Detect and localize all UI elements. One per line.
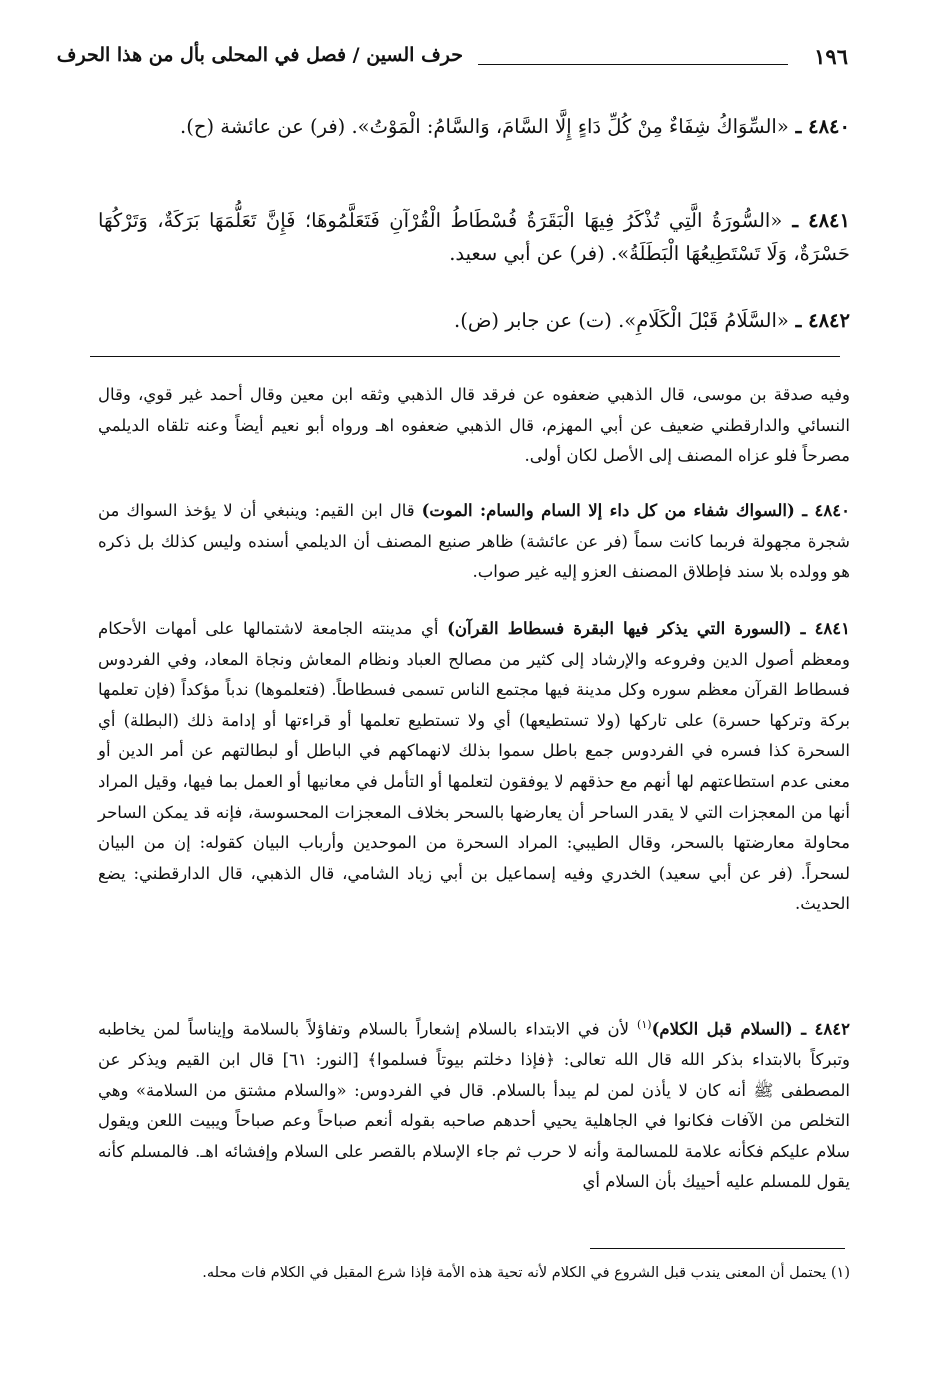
hadith-number: ٤٨٤١	[808, 209, 850, 232]
commentary-4840: ٤٨٤٠ ـ (السواك شفاء من كل داء إلا السام والسام: الموت) قال ابن القيم: وينبغي أن لا يؤخذ السواك من شجرة مجهولة فربما كانت سماً (فر عن عائشة) ظاهر صنيع المصنف أن الديلمي أسنده وليس كذلك بل ذكره هو وولده بلا سند فإطلاق المصنف العزو إليه غير صواب.	[98, 501, 850, 582]
commentary-4842: ٤٨٤٢ ـ (السلام قبل الكلام)$^{(١)}$ لأن في الابتداء بالسلام إشعاراً بالسلام وتفاؤلاً بالسلامة وإيناساً لمن يخاطبه وتبركاً بالابتداء بذكر الله قال الله تعالى: ﴿فإذا دخلتم بيوتاً فسلموا﴾ [النور: ٦١] قال ابن القيم ويذكر عن المصطفى ﷺ أنه كان لا يأذن لمن لم يبدأ بالسلام. قال في الفردوس: «والسلام مشتق من السلامة» وهي التخلص من الآفات فكانوا في الجاهلية يحيي أحدهم صاحبه بقوله أنعم صباحاً وعم صباحاً ويبيت اللعن ويقول سلام عليكم فكأنه علامة للمسالمة وأنه لا حرب ثم جاء الإسلام بالقصر على السلام وإفشائه اهـ. فالمسلم كأنه يقول للمسلم عليه أحييك بأن السلام أي	[98, 1018, 851, 1192]
footnote-text: (١) يحتمل أن المعنى يندب قبل الشروع في الكلام لأنه تحية هذه الأمة فإذا شرع المقبل في الكلام فات محله.	[202, 1265, 850, 1281]
commentary-number: ٤٨٤٢	[814, 1019, 850, 1039]
commentary-heading: (السلام قبل الكلام)	[651, 1019, 793, 1039]
footnote-divider	[590, 1248, 845, 1249]
footnote-ref: (١)	[637, 1018, 652, 1031]
commentary-text: وفيه صدقة بن موسى، قال الذهبي ضعفوه عن فرقد قال الذهبي وثقه ابن معين وقال أحمد غير قوي، وقال النسائي والدارقطني ضعيف عن أبي المهزم، قال الذهبي ضعفوه اهـ ورواه أبو نعيم أيضاً وعنه تلقاه الديلمي مصرحاً فلو عزاه المصنف إلى الأصل لكان أولى.	[98, 385, 850, 466]
footnote	[98, 1262, 850, 1284]
hadith-text: «السِّوَاكُ شِفَاءٌ مِنْ كُلِّ دَاءٍ إِلَّا السَّامَ، وَالسَّامُ: الْمَوْتُ». (فر) عن عائشة (ح).	[180, 115, 789, 138]
commentary-continuation	[98, 380, 850, 480]
hadith-text: «السُّورَةُ الَّتِي تُذْكَرُ فِيهَا الْبَقَرَةُ فُسْطَاطُ الْقُرْآنِ فَتَعَلَّمُوهَا؛ فَإِنَّ تَعَلُّمَهَا بَرَكَةٌ، وَتَرْكُهَا حَسْرَةٌ، وَلَا تَسْتَطِيعُهَا الْبَطَلَةُ». (فر) عن أبي سعيد.	[98, 209, 850, 265]
commentary-number: ٤٨٤٠	[814, 501, 850, 520]
page-number: ١٩٦	[814, 44, 848, 69]
commentary-4841: ٤٨٤١ ـ (السورة التي يذكر فيها البقرة فسطاط القرآن) أي مدينته الجامعة لاشتمالها على أمهات الأحكام ومعظم أصول الدين وفروعه والإرشاد إلى كثير من مصالح العباد ونظام المعاش ونجاة المعاد، وفي الفردوس فسطاط القرآن معظم سوره وكل مدينة فيها مجتمع الناس تسمى فسطاطاً. (فتعلموها) ندباً مؤكداً (فإن تعلمها بركة وتركها حسرة) على تاركها (ولا تستطيعها) أي ولا تستطيع تعلمها أو قراءتها أو إدامة ذلك (البطلة) أي السحرة كذا فسره في الفردوس جمع باطل سموا بذلك لانهماكهم في الباطل أو لبطالتهم عن أمر الدين أو معنى عدم استطاعتهم لها أنهم مع حذقهم لا يوفقون لتعلمها أو التأمل في معانيها أو العمل بما فيها، وقيل المراد أنها من المعجزات التي لا يقدر الساحر أن يعارضها بالسحر بخلاف المعجزات المحسوسة، فإنه قد يمكن الساحر محاولة معارضتها بالسحر، وقال الطيبي: المراد السحرة من الموحدين وأرباب البيان كقوله: إن من البيان لسحراً. (فر عن أبي سعيد) الخدري وفيه إسماعيل بن أبي زياد الشامي، قال الذهبي، قال الدارقطني: يضع الحديث.	[98, 619, 851, 914]
commentary-text: قال ابن القيم: وينبغي أن لا يؤخذ السواك من شجرة مجهولة فربما كانت سماً (فر عن عائشة) ظاهر صنيع المصنف أن الديلمي أسنده وليس كذلك بل ذكره هو وولده بلا سند فإطلاق المصنف العزو إليه غير صواب.	[98, 501, 850, 582]
commentary-text: لأن في الابتداء بالسلام إشعاراً بالسلام وتفاؤلاً بالسلامة وإيناساً لمن يخاطبه وتبركاً بالابتداء بذكر الله قال الله تعالى: ﴿فإذا دخلتم بيوتاً فسلموا﴾ [النور: ٦١] قال ابن القيم ويذكر عن المصطفى ﷺ أنه كان لا يأذن لمن لم يبدأ بالسلام. قال في الفردوس: «والسلام مشتق من السلامة» وهي التخلص من الآفات فكانوا في الجاهلية يحيي أحدهم صاحبه بقوله أنعم صباحاً وعم صباحاً ويبيت اللعن ويقول سلام عليكم فكأنه علامة للمسالمة وأنه لا حرب ثم جاء الإسلام بالقصر على السلام وإفشائه اهـ. فالمسلم كأنه يقول للمسلم عليه أحييك بأن السلام أي	[98, 1019, 851, 1192]
commentary-heading: (السورة التي يذكر فيها البقرة فسطاط القرآن)	[447, 619, 792, 638]
hadith-4842: ٤٨٤٢ ـ «السَّلَامُ قَبْلَ الْكَلَامِ». (ت) عن جابر (ض).	[454, 309, 850, 332]
hadith-4840: ٤٨٤٠ ـ «السِّوَاكُ شِفَاءٌ مِنْ كُلِّ دَاءٍ إِلَّا السَّامَ، وَالسَّامُ: الْمَوْتُ». (فر) عن عائشة (ح).	[180, 115, 850, 138]
page-header	[56, 40, 848, 80]
section-divider	[90, 356, 840, 357]
hadith-4841: ٤٨٤١ ـ «السُّورَةُ الَّتِي تُذْكَرُ فِيهَا الْبَقَرَةُ فُسْطَاطُ الْقُرْآنِ فَتَعَلَّمُوهَا؛ فَإِنَّ تَعَلُّمَهَا بَرَكَةٌ، وَتَرْكُهَا حَسْرَةٌ، وَلَا تَسْتَطِيعُهَا الْبَطَلَةُ». (فر) عن أبي سعيد.	[98, 209, 850, 265]
commentary-number: ٤٨٤١	[814, 619, 851, 638]
commentary-text: أي مدينته الجامعة لاشتمالها على أمهات الأحكام ومعظم أصول الدين وفروعه والإرشاد إلى كثير من مصالح العباد ونظام المعاش ونجاة المعاد، وفي الفردوس فسطاط القرآن معظم سوره وكل مدينة فيها مجتمع الناس تسمى فسطاطاً. (فتعلموها) ندباً مؤكداً (فإن تعلمها بركة وتركها حسرة) على تاركها (ولا تستطيعها) أي ولا تستطيع تعلمها أو قراءتها أو إدامة ذلك (البطلة) أي السحرة كذا فسره في الفردوس جمع باطل سموا بذلك لانهماكهم في الباطل أو لبطالتهم عن أمر الدين أو معنى عدم استطاعتهم لها أنهم مع حذقهم لا يوفقون لتعلمها أو التأمل في معانيها أو العمل بما فيها، وقيل المراد أنها من المعجزات التي لا يقدر الساحر أن يعارضها بالسحر بخلاف المعجزات المحسوسة، فإنه قد يمكن الساحر محاولة معارضتها بالسحر، وقال الطيبي: المراد السحرة من الموحدين وأرباب البيان كقوله: إن من البيان لسحراً. (فر عن أبي سعيد) الخدري وفيه إسماعيل بن أبي زياد الشامي، قال الذهبي، قال الدارقطني: يضع الحديث.	[98, 619, 850, 914]
hadith-text: «السَّلَامُ قَبْلَ الْكَلَامِ». (ت) عن جابر (ض).	[454, 309, 789, 332]
commentary-heading: (السواك شفاء من كل داء إلا السام والسام: الموت)	[421, 501, 795, 520]
hadith-number: ٤٨٤٠	[808, 115, 850, 138]
hadith-number: ٤٨٤٢	[808, 309, 850, 332]
running-title: حرف السين / فصل في المحلى بأل من هذا الحرف	[56, 44, 463, 66]
header-rule	[478, 64, 788, 65]
